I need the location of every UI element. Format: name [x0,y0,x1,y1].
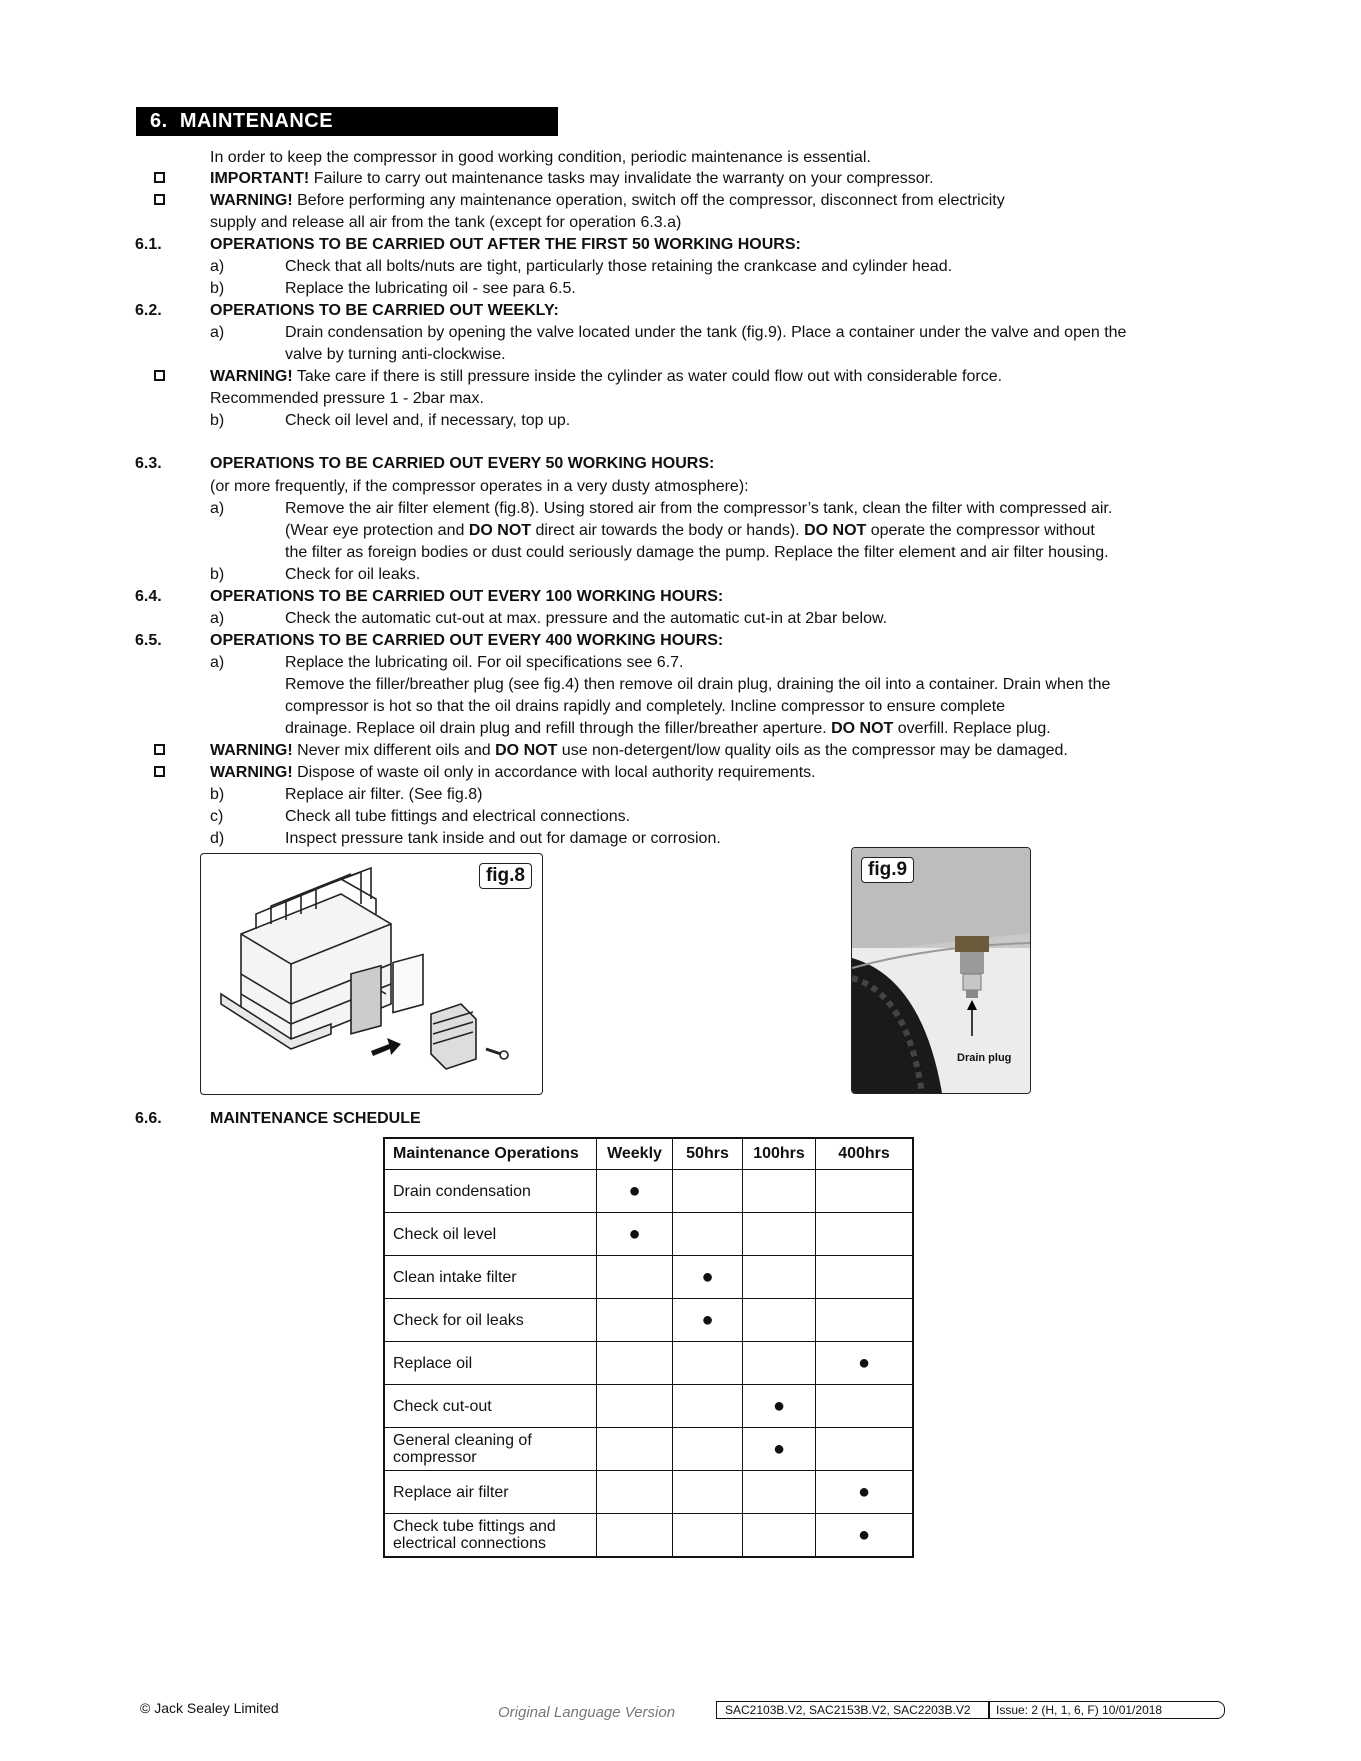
issue-info: Issue: 2 (H, 1, 6, F) 10/01/2018 [996,1703,1163,1717]
operation-cell: Replace oil [384,1342,597,1385]
section-title: MAINTENANCE [179,110,334,132]
schedule-cell: ● [743,1385,816,1428]
item-text: valve by turning anti-clockwise. [285,346,506,363]
schedule-cell [673,1385,743,1428]
schedule-cell [743,1299,816,1342]
fig8-label: fig.8 [479,863,532,889]
checkbox-icon [154,766,165,777]
section-number-6-1: 6.1. [135,236,162,253]
schedule-cell [816,1385,914,1428]
schedule-cell [743,1514,816,1558]
item-text: Inspect pressure tank inside and out for damage or corrosion. [285,830,721,847]
drain-plug-caption: Drain plug [957,1052,1012,1064]
schedule-cell [597,1428,673,1471]
schedule-cell [673,1471,743,1514]
operation-cell: Check cut-out [384,1385,597,1428]
item-letter: c) [210,808,224,825]
item-text: Drain condensation by opening the valve located under the tank (fig.9). Place a container under the valve and open the [285,324,1127,341]
item-letter: a) [210,258,225,275]
operation-cell: Check tube fittings and electrical connections [384,1514,597,1558]
item-text: Check oil level and, if necessary, top up. [285,412,571,429]
schedule-cell [597,1342,673,1385]
schedule-cell [743,1471,816,1514]
recommended-pressure: Recommended pressure 1 - 2bar max. [210,390,484,407]
item-text: Remove the filler/breather plug (see fig.4) then remove oil drain plug, draining the oil into a container. Drain when the [285,676,1111,693]
warning-note: WARNING! Take care if there is still pressure inside the cylinder as water could flow out with considerable force. [210,368,1003,385]
schedule-cell [597,1256,673,1299]
intro-text: In order to keep the compressor in good working condition, periodic maintenance is essential. [210,149,871,166]
model-issue-box [716,1701,1225,1719]
schedule-cell [816,1170,914,1213]
operation-cell: Check for oil leaks [384,1299,597,1342]
schedule-cell [597,1299,673,1342]
section-title-6-6: MAINTENANCE SCHEDULE [210,1110,421,1127]
maintenance-schedule-table [383,1137,914,1558]
important-note: IMPORTANT! Failure to carry out maintenance tasks may invalidate the warranty on your compressor. [210,170,934,187]
section-number-6-4: 6.4. [135,588,162,605]
operation-cell: General cleaning of compressor [384,1428,597,1471]
item-text: drainage. Replace oil drain plug and refill through the filler/breather aperture. DO NOT overfill. Replace plug. [285,720,1051,737]
section-number-6-6: 6.6. [135,1110,162,1127]
fig9-label: fig.9 [861,857,914,883]
operation-cell: Clean intake filter [384,1256,597,1299]
section-number-6-2: 6.2. [135,302,162,319]
item-text: Remove the air filter element (fig.8). Using stored air from the compressor’s tank, clean the filter with compressed air. [285,500,1113,517]
item-text: Check the automatic cut-out at max. pressure and the automatic cut-in at 2bar below. [285,610,888,627]
schedule-cell [743,1256,816,1299]
item-letter: b) [210,280,225,297]
section-number: 6. [150,110,168,132]
item-text: Check that all bolts/nuts are tight, particularly those retaining the crankcase and cylinder head. [285,258,953,275]
checkbox-icon [154,194,165,205]
table-row [384,1256,913,1299]
language-note: Original Language Version [498,1704,676,1721]
operation-cell: Drain condensation [384,1170,597,1213]
item-text: Replace the lubricating oil. For oil specifications see 6.7. [285,654,684,671]
table-header: Weekly [597,1138,673,1170]
item-letter: a) [210,654,225,671]
warning-note-line2: supply and release all air from the tank (except for operation 6.3.a) [210,214,682,231]
operation-cell: Check oil level [384,1213,597,1256]
schedule-cell: ● [597,1170,673,1213]
section-header [136,107,558,136]
checkbox-icon [154,744,165,755]
item-text: Replace air filter. (See fig.8) [285,786,483,803]
schedule-cell [597,1514,673,1558]
figure-9-drain-plug [851,847,1031,1094]
section-subtitle: (or more frequently, if the compressor operates in a very dusty atmosphere): [210,478,749,495]
section-title-6-1: OPERATIONS TO BE CARRIED OUT AFTER THE FIRST 50 WORKING HOURS: [210,236,801,253]
section-title-6-2: OPERATIONS TO BE CARRIED OUT WEEKLY: [210,302,559,319]
table-row [384,1428,913,1471]
item-text: the filter as foreign bodies or dust could seriously damage the pump. Replace the filter element and air filter housing. [285,544,1109,561]
schedule-cell [673,1213,743,1256]
section-title-6-5: OPERATIONS TO BE CARRIED OUT EVERY 400 WORKING HOURS: [210,632,724,649]
schedule-cell: ● [816,1514,914,1558]
table-row [384,1514,913,1558]
section-title-6-3: OPERATIONS TO BE CARRIED OUT EVERY 50 WORKING HOURS: [210,455,715,472]
table-header-row [384,1138,913,1170]
schedule-cell [816,1299,914,1342]
warning-note: WARNING! Before performing any maintenance operation, switch off the compressor, disconnect from electricity [210,192,1005,209]
schedule-cell: ● [743,1428,816,1471]
table-header: 400hrs [816,1138,914,1170]
checkbox-icon [154,370,165,381]
schedule-cell [743,1170,816,1213]
section-title-6-4: OPERATIONS TO BE CARRIED OUT EVERY 100 WORKING HOURS: [210,588,724,605]
table-header: Maintenance Operations [384,1138,597,1170]
table-header: 50hrs [673,1138,743,1170]
checkbox-icon [154,172,165,183]
section-number-6-5: 6.5. [135,632,162,649]
table-row [384,1342,913,1385]
item-letter: a) [210,610,225,627]
item-text: Check for oil leaks. [285,566,421,583]
arrow-icon [371,1038,401,1056]
table-row [384,1213,913,1256]
item-text: compressor is hot so that the oil drains rapidly and completely. Incline compressor to ensure complete [285,698,1006,715]
item-letter: a) [210,324,225,341]
warning-note: WARNING! Never mix different oils and DO NOT use non-detergent/low quality oils as the compressor may be damaged. [210,742,1068,759]
item-text: (Wear eye protection and DO NOT direct air towards the body or hands). DO NOT operate the compressor without [285,522,1095,539]
section-number-6-3: 6.3. [135,455,162,472]
schedule-cell: ● [597,1213,673,1256]
schedule-cell [816,1256,914,1299]
schedule-cell [816,1428,914,1471]
table-header: 100hrs [743,1138,816,1170]
schedule-cell [597,1471,673,1514]
schedule-cell [673,1170,743,1213]
operation-cell: Replace air filter [384,1471,597,1514]
schedule-cell: ● [816,1342,914,1385]
schedule-cell [816,1213,914,1256]
table-row [384,1170,913,1213]
table-row [384,1385,913,1428]
figure-8-air-filter [200,853,543,1095]
copyright: © Jack Sealey Limited [140,1700,279,1716]
item-text: Replace the lubricating oil - see para 6.5. [285,280,576,297]
schedule-cell: ● [816,1471,914,1514]
item-text: Check all tube fittings and electrical connections. [285,808,631,825]
schedule-cell: ● [673,1299,743,1342]
schedule-cell [673,1342,743,1385]
item-letter: b) [210,566,225,583]
schedule-cell [743,1342,816,1385]
item-letter: d) [210,830,225,847]
table-row [384,1299,913,1342]
schedule-cell [597,1385,673,1428]
air-filter-illustration [201,854,542,1094]
model-numbers: SAC2103B.V2, SAC2153B.V2, SAC2203B.V2 [725,1703,971,1717]
schedule-cell: ● [673,1256,743,1299]
table-row [384,1471,913,1514]
item-letter: a) [210,500,225,517]
warning-note: WARNING! Dispose of waste oil only in accordance with local authority requirements. [210,764,816,781]
item-letter: b) [210,412,225,429]
schedule-cell [673,1428,743,1471]
schedule-cell [743,1213,816,1256]
item-letter: b) [210,786,225,803]
schedule-cell [673,1514,743,1558]
